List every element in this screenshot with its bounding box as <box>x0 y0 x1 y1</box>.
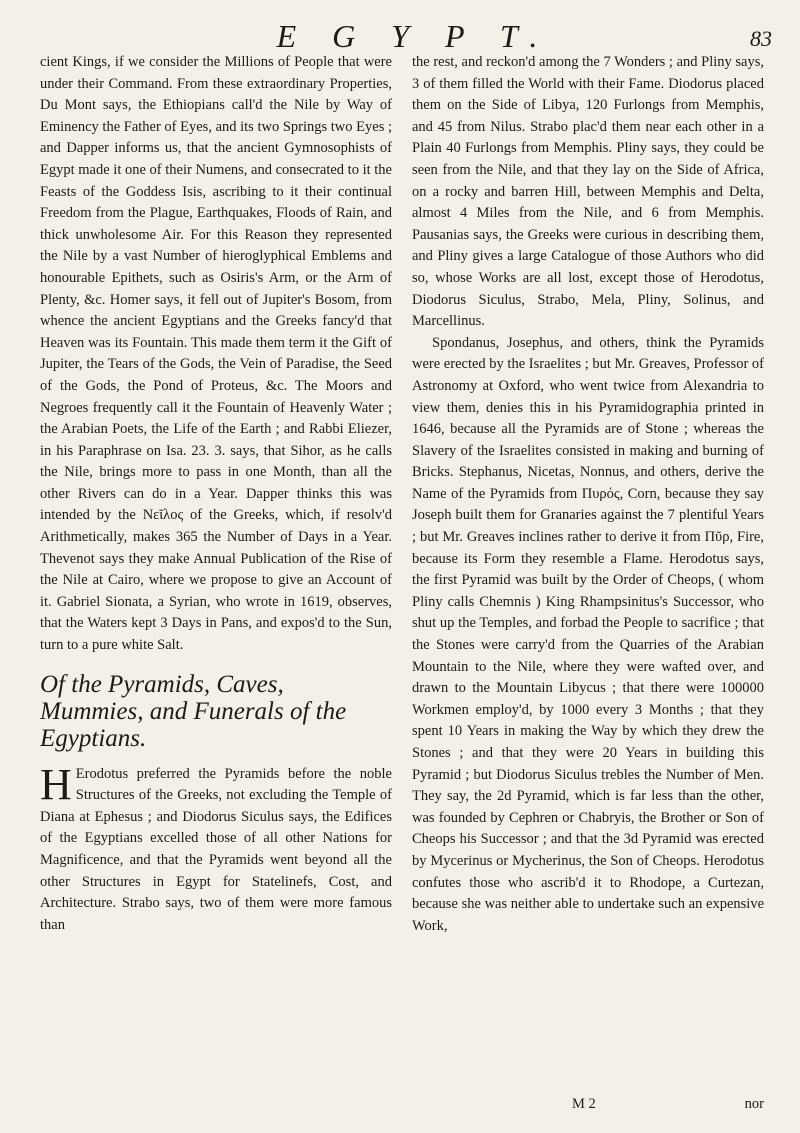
right-paragraph-2: Spondanus, Josephus, and others, think the Pyramids were erected by the Israelites ; but Mr. Greaves, Professor of Astronomy at Oxford, who went twice from Alexandria to view them, denies this in his Pyramidographia printed in 1646, because all the Pyramids are of Stone ; whereas the Slavery of the Israelites consisted in making and burning of Bricks. Stephanus, Nicetas, Nonnus, and others, derive the Name of the Pyramids from Πυρός, Corn, because they say Joseph built them for Granaries against the 7 plentiful Years ; but Mr. Greaves inclines rather to derive it from Πῦρ, Fire, because its Form they resemble a Flame. Herodotus says, the first Pyramid was built by the Order of Cheops, ( whom Pliny calls Chemnis ) King Rhampsinitus's Successor, who shut up the Temples, and forbad the People to sacrifice ; that the Stones were carry'd from the Quarries of the Arabian Mountain to the Nile, where they were wafted over, and drawn to the Mountain Libycus ; that there were 100000 Workmen employ'd, by 1000 every 3 Months ; that they spent 10 Years in making the Way by which they drew the Stones ; and that they were 20 Years in building this Pyramid ; but Diodorus Siculus trebles the Number of Men. They say, the 2d Pyramid, which is far less than the other, was founded by Cephren or Chabryis, the Brother or Son of Cheops his Successor ; and that the 3d Pyramid was erected by Mycerinus or Mycherinus, the Son of Cheops. Herodotus confutes those who ascrib'd it to Rhodope, a Curtezan, because she was neither able to undertake such an expensive Work, <box>412 334 764 934</box>
page-number: 83 <box>750 26 772 51</box>
left-paragraph-2-text: Erodotus preferred the Pyramids before the noble Structures of the Greeks, not excluding the Temple of Diana at Ephesus ; and Diodorus Siculus says, the Edifices of the Egyptians excelled those of all other Nations for Magnificence, and that the Pyramids went beyond all the other Structures in Egypt for Statelinefs, Cost, and Architecture. Strabo says, two of them were more famous than <box>40 765 392 933</box>
running-title: E G Y P T. <box>276 18 552 54</box>
left-paragraph-1: cient Kings, if we consider the Millions of People that were under their Command. From these extraordinary Properties, Du Mont says, the Ethiopians call'd the Nile by Way of Eminency the Father of Eyes, and its two Springs two Eyes ; and Dapper informs us, that the ancient Gymnosophists of Egypt made it one of their Numens, and consecrated to it the Feasts of the Goddess Isis, ascribing to it their continual Freedom from the Plague, Earthquakes, Floods of Rain, and thick unwholesome Air. For this Reason they represented the Nile by a vast Number of hieroglyphical Emblems and honourable Epithets, such as Osiris's Arm, or the Arm of Plenty, &c. Homer says, it fell out of Jupiter's Bosom, from whence the ancient Egyptians and the Greeks fancy'd that Heaven was its Fountain. This made them term it the Gift of Jupiter, the Tears of the Gods, the Vein of Paradise, the Seed of the Gods, the Pond of Proteus, &c. The Moors and Negroes frequently call it the Fountain of Heavenly Water ; the Arabian Poets, the Life of the Earth ; and Rabbi Eliezer, in his Paraphrase on Isa. 23. 3. says, that Sihor, as he calls the Nile, brings more to pass in one Month, than all the other Rivers can do in a Year. Dapper thinks this was intended by the Νεῖλος of the Greeks, which, if resolv'd Arithmetically, makes 365 the Number of Days in a Year. Thevenot says they make Annual Publication of the Rise of the Nile at Cairo, where we propose to give an Account of it. Gabriel Sionata, a Syrian, who wrote in 1619, observes, that the Waters kept 3 Days in Pans, and expos'd to the Sun, turn to a pure white Salt. <box>40 54 392 654</box>
right-paragraph-1: the rest, and reckon'd among the 7 Wonders ; and Pliny says, 3 of them filled the World with their Fame. Diodorus placed them on the Side of Libya, 120 Furlongs from Memphis, and 45 from Nilus. Strabo plac'd them near each other in a Plain 40 Furlongs from Memphis. Pliny says, they could be seen from the Nile, and that they lay on the Side of Africa, on a rocky and barren Hill, between Memphis and Delta, almost 4 Miles from the Nile, and 6 from Memphis. Pausanias says, the Greeks were curious in describing them, and Pliny gives a large Catalogue of those Authors who did so, whose Works are all lost, except those of Herodotus, Diodorus Siculus, Strabo, Mela, Pliny, Solinus, and Marcellinus. <box>412 54 764 330</box>
left-column <box>40 52 392 936</box>
drop-cap: H <box>40 759 72 809</box>
catchword: nor <box>744 1096 764 1112</box>
signature-mark: M 2 <box>572 1096 596 1112</box>
right-column <box>412 52 764 937</box>
left-paragraph-2 <box>40 759 392 937</box>
signature-line <box>412 1096 764 1118</box>
section-heading: Of the Pyramids, Caves, Mummies, and Funerals of the Egyptians. <box>40 670 347 752</box>
